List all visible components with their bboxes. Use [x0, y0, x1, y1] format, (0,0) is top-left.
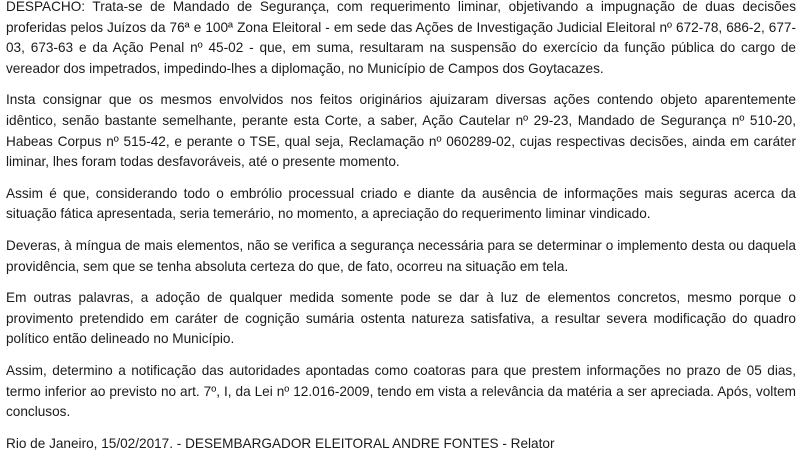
- paragraph-considering: Assim é que, considerando todo o embrólio processual criado e diante da ausência de informações mais seguras acerca da situação fática apresentada, seria temerário, no momento, a apreciação do requerimento liminar vindicado.: [6, 185, 796, 222]
- signature-line: Rio de Janeiro, 15/02/2017. - DESEMBARGADOR ELEITORAL ANDRE FONTES - Relator: [6, 435, 555, 451]
- paragraph-security: Deveras, à míngua de mais elementos, não se verifica a segurança necessária para se determinar o implemento desta ou daquela providência, sem que se tenha absoluta certeza do que, de fato, ocorreu na situação em tela.: [6, 237, 796, 274]
- paragraph-despacho: DESPACHO: Trata-se de Mandado de Segurança, com requerimento liminar, objetivando a impugnação de duas decisões proferidas pelos Juízos da 76ª e 100ª Zona Eleitoral - em sede das Ações de Investigação Judicial Eleitoral nº 672-78, 686-2, 677-03, 673-63 e da Ação Penal nº 45-02 - que, em suma, resultaram na suspensão do exercício da função pública do cargo de vereador dos impetrados, impedindo-lhes a diplomação, no Município de Campos dos Goytacazes.: [6, 0, 796, 76]
- paragraph-related-actions: Insta consignar que os mesmos envolvidos nos feitos originários ajuizaram diversas ações contendo objeto aparentemente idêntico, senão bastante semelhante, perante esta Corte, a saber, Ação Cautelar nº 29-23, Mandado de Segurança nº 510-20, Habeas Corpus nº 515-42, e perante o TSE, qual seja, Reclamação nº 060289-02, cujas respectivas decisões, ainda em caráter liminar, lhes foram todas desfavoráveis, até o presente momento.: [6, 92, 796, 170]
- paragraph-determination: Assim, determino a notificação das autoridades apontadas como coatoras para que prestem informações no prazo de 05 dias, termo inferior ao previsto no art. 7º, I, da Lei nº 12.016-2009, tendo em vista a relevância da matéria a ser apreciada. Após, voltem conclusos.: [6, 362, 796, 420]
- paragraph-other-words: Em outras palavras, a adoção de qualquer medida somente pode se dar à luz de elementos concretos, mesmo porque o provimento pretendido em caráter de cognição sumária ostenta natureza satisfativa, a resultar severa modificação do quadro político então delineado no Município.: [6, 290, 796, 347]
